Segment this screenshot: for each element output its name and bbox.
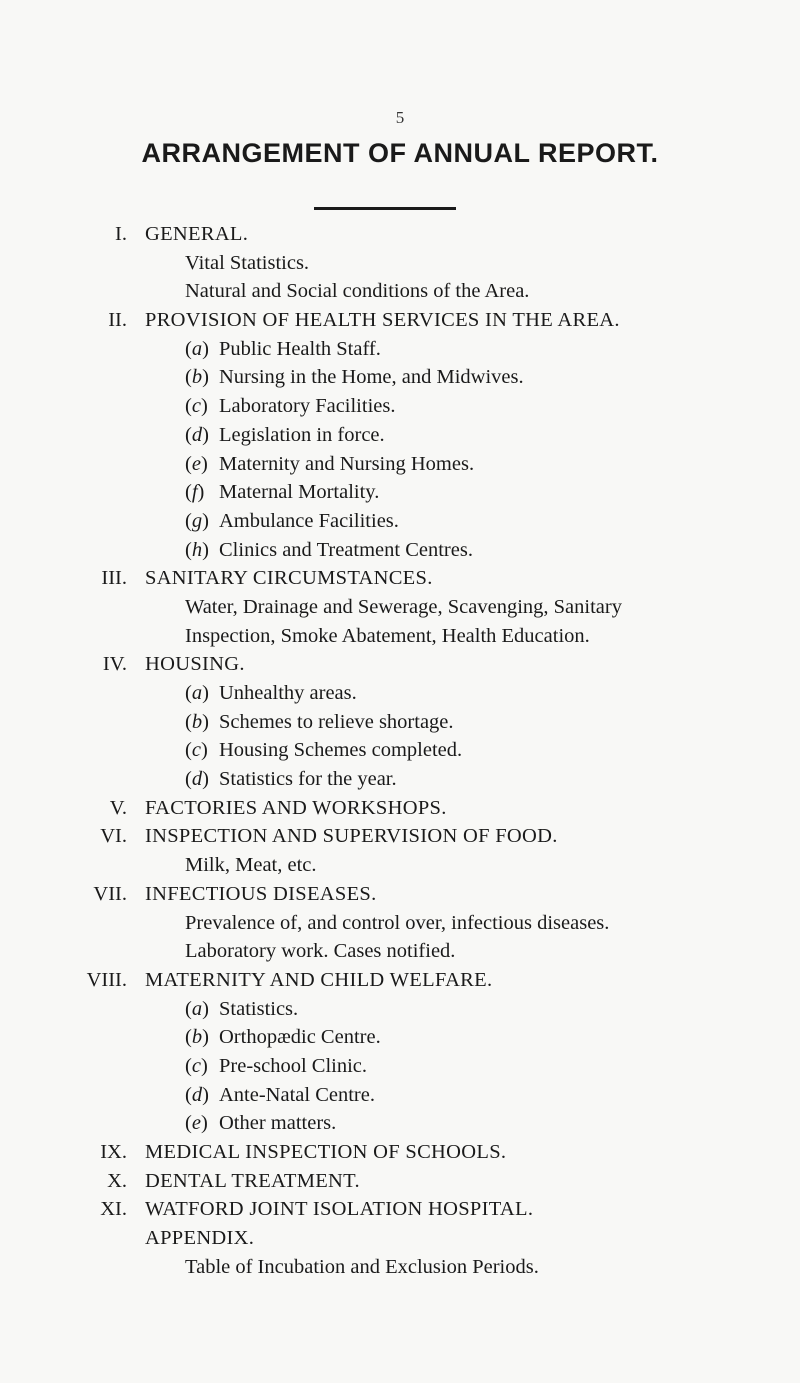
section-line-content — [185, 421, 385, 450]
section-heading: GENERAL. — [145, 223, 249, 245]
section-line — [0, 277, 800, 306]
item-letter: (d) — [185, 1083, 209, 1106]
item-letter-value: e — [191, 452, 201, 475]
section-line-content — [185, 478, 379, 507]
section-line — [0, 507, 800, 536]
section-line-content — [185, 909, 609, 938]
item-letter-value: f — [191, 481, 198, 504]
item-text: Public Health Staff. — [219, 337, 381, 360]
section-line — [0, 708, 800, 737]
section-line — [0, 1052, 800, 1081]
section-heading: PROVISION OF HEALTH SERVICES IN THE AREA. — [145, 309, 620, 332]
item-letter-value: b — [191, 710, 203, 733]
section-line-content — [185, 622, 590, 651]
section-heading: MEDICAL INSPECTION OF SCHOOLS. — [145, 1141, 507, 1163]
section-line — [0, 1023, 800, 1052]
section-heading: WATFORD JOINT ISOLATION HOSPITAL. — [145, 1198, 534, 1221]
section-line — [0, 363, 800, 392]
section-heading: SANITARY CIRCUMSTANCES. — [145, 567, 433, 590]
section-line-content — [185, 765, 397, 794]
item-text: Legislation in force. — [219, 423, 385, 446]
section-line-content — [185, 851, 317, 880]
section-line-content — [185, 995, 298, 1024]
item-letter-value: b — [191, 1026, 203, 1049]
item-letter-value: e — [191, 1112, 201, 1135]
section-heading-row — [0, 880, 800, 909]
section-number: XI. — [100, 1198, 127, 1221]
item-text: Inspection, Smoke Abatement, Health Education. — [185, 624, 590, 647]
section-heading: DENTAL TREATMENT. — [145, 1169, 360, 1192]
section-line — [0, 593, 800, 622]
item-text: Clinics and Treatment Centres. — [219, 538, 473, 561]
item-letter: (g) — [185, 509, 209, 532]
section-number: IV. — [102, 653, 127, 676]
item-letter-value: c — [191, 1054, 201, 1077]
item-text: Orthopædic Centre. — [219, 1026, 381, 1049]
item-text: Prevalence of, and control over, infectious diseases. — [185, 911, 610, 934]
section-line — [0, 736, 800, 765]
item-letter-value: a — [191, 682, 203, 704]
section-line — [0, 335, 800, 364]
section-line-content — [185, 450, 474, 479]
item-text: Table of Incubation and Exclusion Periods. — [185, 1255, 539, 1278]
section-line — [0, 536, 800, 565]
section-line-content — [185, 536, 473, 565]
section-line — [0, 478, 800, 507]
item-letter: (a) — [185, 997, 209, 1020]
section-line — [0, 679, 800, 708]
section-line-content — [185, 335, 381, 364]
section-number: VIII. — [86, 968, 127, 991]
section-line-content — [185, 937, 455, 966]
section-heading-row — [0, 1224, 800, 1253]
section-line-content — [185, 593, 622, 622]
section-heading: HOUSING. — [145, 653, 245, 676]
item-text: Maternal Mortality. — [219, 481, 380, 504]
section-line — [0, 1109, 800, 1138]
section-line — [0, 249, 800, 278]
section-number: X. — [107, 1169, 127, 1192]
section-line-content — [185, 1253, 539, 1282]
section-heading-row — [0, 1167, 800, 1196]
section-line-content — [185, 708, 454, 737]
item-text: Maternity and Nursing Homes. — [219, 452, 475, 475]
item-text: Laboratory Facilities. — [219, 395, 396, 418]
item-letter: (e) — [185, 1112, 208, 1135]
item-letter: (c) — [185, 739, 208, 762]
section-line-content — [185, 392, 395, 421]
section-heading-row — [0, 822, 800, 851]
item-text: Laboratory work. Cases notified. — [185, 940, 456, 963]
item-letter-value: c — [191, 739, 201, 762]
section-line-content — [185, 1023, 381, 1052]
section-heading-row — [0, 1195, 800, 1224]
page-number: 5 — [395, 108, 405, 127]
item-text: Natural and Social conditions of the Area. — [185, 280, 530, 303]
item-text: Statistics for the year. — [219, 768, 397, 791]
item-letter-value: b — [191, 366, 203, 389]
section-line — [0, 1253, 800, 1282]
item-text: Other matters. — [219, 1112, 337, 1135]
section-number: III. — [101, 567, 127, 590]
section-line — [0, 937, 800, 966]
section-line — [0, 851, 800, 880]
item-letter-value: d — [191, 1083, 203, 1106]
section-heading-row — [0, 650, 800, 679]
item-text: Vital Statistics. — [185, 251, 310, 274]
section-line-content — [185, 1109, 336, 1138]
item-text: Milk, Meat, etc. — [185, 854, 317, 877]
section-line — [0, 995, 800, 1024]
section-line — [0, 1081, 800, 1110]
section-number: II. — [108, 309, 127, 332]
section-line-content — [185, 249, 309, 278]
item-letter: (b) — [185, 366, 209, 389]
section-heading-row — [0, 966, 800, 995]
title-rule — [314, 207, 456, 210]
item-letter: (h) — [185, 538, 209, 561]
item-letter: (c) — [185, 395, 208, 418]
section-line-content — [185, 736, 462, 765]
section-number: VII. — [93, 882, 127, 905]
table-of-contents — [0, 220, 800, 1281]
item-letter: (f) — [185, 481, 205, 504]
section-heading-row — [0, 794, 800, 823]
item-letter: (d) — [185, 768, 209, 791]
item-letter-value: d — [191, 768, 203, 791]
section-line-content — [185, 363, 524, 392]
section-line-content — [185, 1081, 375, 1110]
item-text: Unhealthy areas. — [219, 682, 357, 704]
section-heading-row — [0, 1138, 800, 1167]
item-letter: (a) — [185, 337, 209, 360]
section-heading: FACTORIES AND WORKSHOPS. — [145, 796, 447, 819]
section-line — [0, 450, 800, 479]
item-letter-value: a — [191, 997, 203, 1020]
section-line — [0, 421, 800, 450]
item-letter-value: h — [191, 538, 203, 561]
item-text: Housing Schemes completed. — [219, 739, 463, 762]
section-number: VI. — [100, 825, 127, 848]
section-line-content — [185, 507, 399, 536]
item-text: Statistics. — [219, 997, 299, 1020]
section-number: V. — [109, 796, 127, 819]
item-text: Schemes to relieve shortage. — [219, 710, 454, 733]
section-line-content — [185, 277, 529, 306]
item-letter: (e) — [185, 452, 208, 475]
section-heading-row — [0, 564, 800, 593]
item-letter-value: d — [191, 423, 203, 446]
item-text: Ambulance Facilities. — [219, 509, 399, 532]
section-line-content — [185, 679, 357, 708]
item-letter-value: g — [191, 509, 203, 532]
item-letter: (c) — [185, 1054, 208, 1077]
section-line-content — [185, 1052, 367, 1081]
item-text: Pre-school Clinic. — [219, 1054, 368, 1077]
section-heading: MATERNITY AND CHILD WELFARE. — [145, 968, 493, 991]
section-heading-row — [0, 220, 800, 249]
item-letter-value: c — [191, 395, 201, 418]
item-letter: (b) — [185, 710, 209, 733]
section-heading: INSPECTION AND SUPERVISION OF FOOD. — [145, 825, 558, 848]
item-letter: (d) — [185, 423, 209, 446]
section-line — [0, 909, 800, 938]
item-letter-value: a — [191, 337, 203, 360]
item-letter: (b) — [185, 1026, 209, 1049]
item-letter: (a) — [185, 682, 209, 704]
item-text: Ante-Natal Centre. — [219, 1083, 375, 1106]
section-heading-row — [0, 306, 800, 335]
item-text: Nursing in the Home, and Midwives. — [219, 366, 524, 389]
page-title: ARRANGEMENT OF ANNUAL REPORT. — [141, 138, 659, 168]
section-number: IX. — [100, 1141, 127, 1163]
section-heading: INFECTIOUS DISEASES. — [145, 882, 377, 905]
section-number: I. — [115, 223, 127, 245]
section-line — [0, 392, 800, 421]
section-line — [0, 765, 800, 794]
item-text: Water, Drainage and Sewerage, Scavenging, Sanitary — [185, 595, 622, 618]
section-line — [0, 622, 800, 651]
section-heading: APPENDIX. — [145, 1227, 255, 1250]
